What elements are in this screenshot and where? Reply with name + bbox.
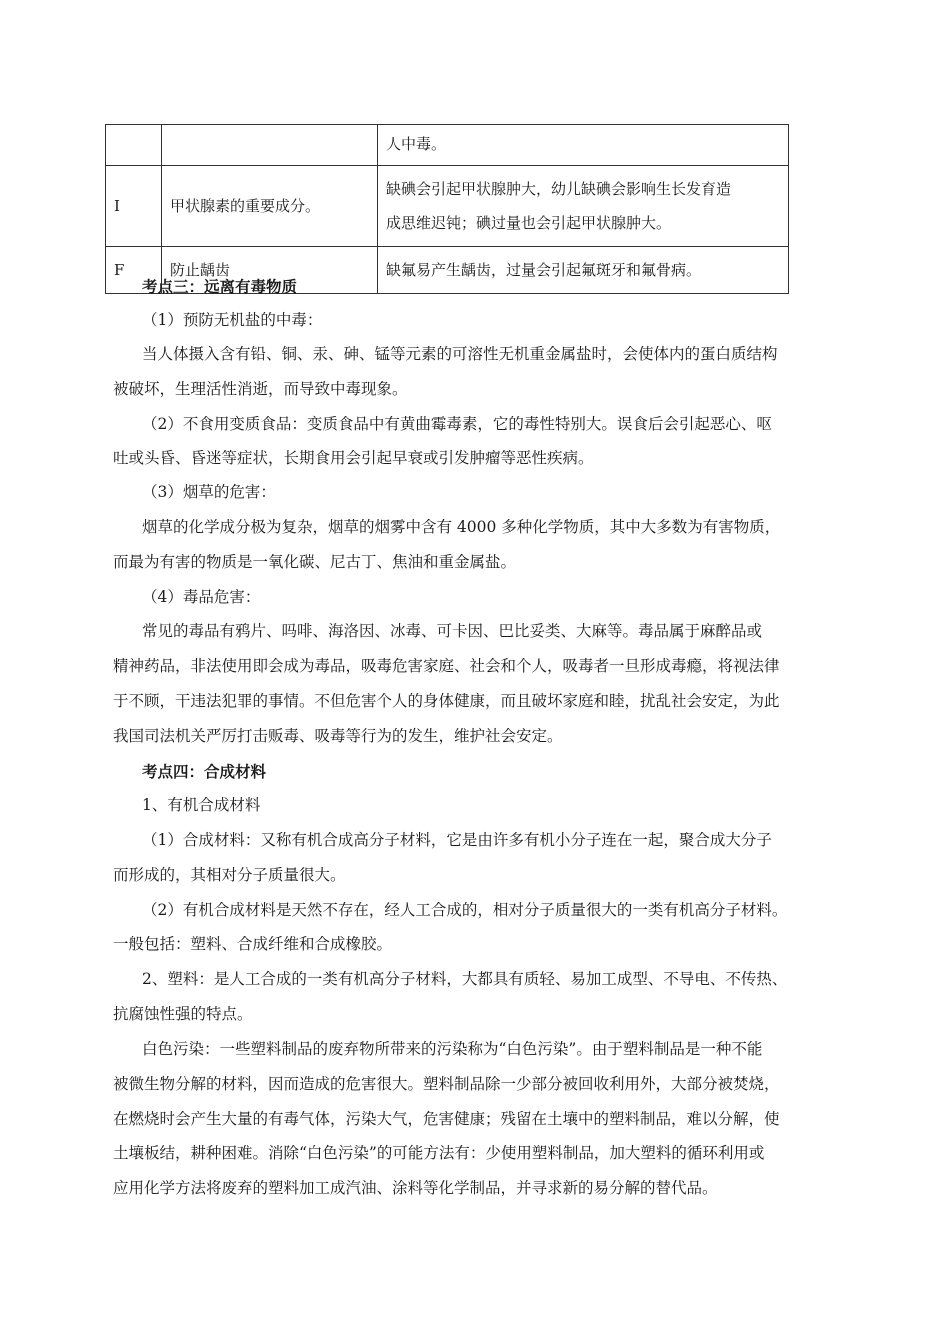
paragraph-line: 当人体摄入含有铅、铜、汞、砷、锰等元素的可溶性无机重金属盐时，会使体内的蛋白质结构: [142, 345, 778, 363]
table-cell-effect-line: 成思维迟钝；碘过量也会引起甲状腺肿大。: [386, 214, 672, 232]
subheading: 1、有机合成材料: [142, 796, 261, 814]
paragraph-line: 白色污染：一些塑料制品的废弃物所带来的污染称为“白色污染”。由于塑料制品是一种不能: [142, 1040, 763, 1058]
table-cell-function: 防止龋齿: [162, 247, 378, 294]
table-cell-effect: 人中毒。: [378, 125, 789, 166]
paragraph-line: （2）不食用变质食品：变质食品中有黄曲霉毒素，它的毒性特别大。误食后会引起恶心、呕: [142, 415, 772, 433]
paragraph-line: 一般包括：塑料、合成纤维和合成橡胶。: [113, 935, 393, 953]
paragraph-line: 在燃烧时会产生大量的有毒气体，污染大气，危害健康；残留在土壤中的塑料制品，难以分解，使: [113, 1110, 780, 1128]
paragraph-line: 抗腐蚀性强的特点。: [113, 1005, 253, 1023]
paragraph-line: 土壤板结，耕种困难。消除“白色污染”的可能方法有：少使用塑料制品，加大塑料的循环利用或: [113, 1144, 765, 1162]
section-heading: 考点三：远离有毒物质: [142, 277, 298, 296]
paragraph-line: 烟草的化学成分极为复杂，烟草的烟雾中含有 4000 多种化学物质，其中大多数为有害物质，: [142, 518, 781, 536]
table-cell-function: 甲状腺素的重要成分。: [162, 166, 378, 247]
paragraph-line: 吐或头昏、昏迷等症状，长期食用会引起早衰或引发肿瘤等恶性疾病。: [113, 449, 594, 467]
paragraph-line: 应用化学方法将废弃的塑料加工成汽油、涂料等化学制品，并寻求新的易分解的替代品。: [113, 1179, 718, 1197]
paragraph-line: 常见的毒品有鸦片、吗啡、海洛因、冰毒、可卡因、巴比妥类、大麻等。毒品属于麻醉品或: [142, 622, 763, 640]
table-row: [106, 166, 789, 247]
subheading: （1）预防无机盐的中毒：: [142, 311, 323, 329]
paragraph-line: 而形成的，其相对分子质量很大。: [113, 866, 346, 884]
subheading: （4）毒品危害：: [142, 588, 261, 606]
table-row: [106, 125, 789, 166]
table-cell-element: I: [106, 166, 162, 247]
paragraph-line: 精神药品，非法使用即会成为毒品，吸毒危害家庭、社会和个人，吸毒者一旦形成毒瘾，将视法律: [113, 657, 780, 675]
paragraph-line: 被微生物分解的材料，因而造成的危害很大。塑料制品除一少部分被回收利用外，大部分被焚烧，: [113, 1075, 780, 1093]
table-cell-function: [162, 125, 378, 166]
paragraph-line: 于不顾，干违法犯罪的事情。不但危害个人的身体健康，而且破坏家庭和睦，扰乱社会安定，为此: [113, 692, 780, 710]
element-table: [105, 124, 789, 294]
paragraph-line: 2、塑料：是人工合成的一类有机高分子材料，大都具有质轻、易加工成型、不导电、不传热、: [142, 970, 788, 988]
table-cell-element: [106, 125, 162, 166]
subheading: （3）烟草的危害：: [142, 483, 276, 501]
paragraph-line: 而最为有害的物质是一氧化碳、尼古丁、焦油和重金属盐。: [113, 553, 517, 571]
paragraph-line: 被破坏，生理活性消逝，而导致中毒现象。: [113, 380, 408, 398]
paragraph-line: （1）合成材料：又称有机合成高分子材料，它是由许多有机小分子连在一起，聚合成大分子: [142, 831, 772, 849]
paragraph-line: 我国司法机关严厉打击贩毒、吸毒等行为的发生，维护社会安定。: [113, 727, 563, 745]
table-cell-effect-line: 缺碘会引起甲状腺肿大，幼儿缺碘会影响生长发育造: [386, 180, 732, 198]
paragraph-line: （2）有机合成材料是天然不存在，经人工合成的，相对分子质量很大的一类有机高分子材料。: [142, 901, 788, 919]
table-cell-element: F: [106, 247, 162, 294]
table-cell-effect: [378, 166, 789, 247]
section-heading: 考点四：合成材料: [142, 762, 267, 781]
table-cell-effect: 缺氟易产生龋齿，过量会引起氟斑牙和氟骨病。: [378, 247, 789, 294]
